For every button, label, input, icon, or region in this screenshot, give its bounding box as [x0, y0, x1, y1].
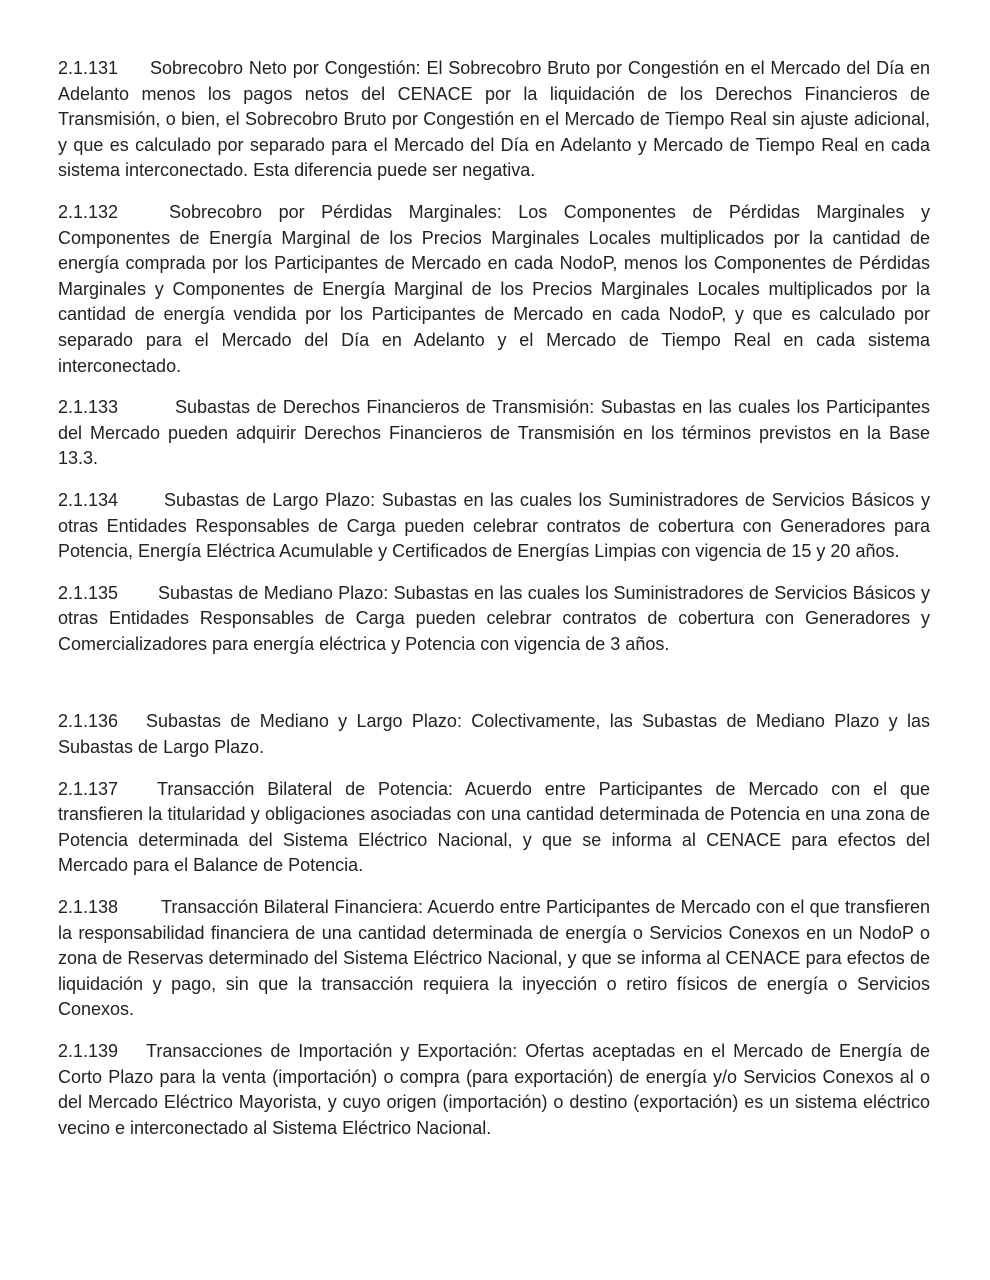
- definition-text: Subastas de Mediano y Largo Plazo: Colectivamente, las Subastas de Mediano Plazo y las Subastas de Largo Plazo.: [58, 711, 930, 758]
- definition-number: 2.1.135: [58, 582, 119, 603]
- definition-2-1-139: [58, 1039, 930, 1141]
- definition-text: Transacción Bilateral Financiera: Acuerdo entre Participantes de Mercado con el que transfieren la responsabilidad financiera de una cantidad determinada de energía o Servicios Conexos en un NodoP o zona de Reservas determinado del Sistema Eléctrico Nacional, y que se informa al CENACE para efectos de liquidación y pago, sin que la transacción requiera la inyección o retiro físicos de energía o Servicios Conexos.: [58, 897, 930, 1020]
- definition-number: 2.1.131: [58, 58, 119, 78]
- definition-text: Transacción Bilateral de Potencia: Acuerdo entre Participantes de Mercado con el que transfieren la titularidad y obligaciones asociadas con una cantidad determinada de Potencia en una zona de Potencia determinada del Sistema Eléctrico Nacional, y que se informa al CENACE para efectos del Mercado para el Balance de Potencia.: [58, 778, 930, 876]
- definition-number: 2.1.138: [58, 897, 119, 918]
- definition-2-1-134: [58, 488, 930, 565]
- definition-number: 2.1.136: [58, 711, 119, 732]
- definition-text: Subastas de Largo Plazo: Subastas en las cuales los Suministradores de Servicios Básicos y otras Entidades Responsables de Carga pueden celebrar contratos de cobertura con Generadores para Potencia, Energía Eléctrica Acumulable y Certificados de Energías Limpias con vigencia de 15 y 20 años.: [58, 489, 930, 562]
- definition-number: 2.1.132: [58, 201, 119, 222]
- definition-number: 2.1.134: [58, 489, 119, 510]
- definition-2-1-135: [58, 581, 930, 658]
- definition-text: Sobrecobro Neto por Congestión: El Sobrecobro Bruto por Congestión en el Mercado del Día en Adelanto menos los pagos netos del CENACE por la liquidación de los Derechos Financieros de Transmisión, o bien, el Sobrecobro Bruto por Congestión en el Mercado de Tiempo Real sin ajuste adicional, y que es calculado por separado para el Mercado del Día en Adelanto y Mercado de Tiempo Real en cada sistema interconectado. Esta diferencia puede ser negativa.: [58, 58, 930, 181]
- definition-2-1-132: [58, 200, 930, 379]
- document-page: [58, 56, 930, 1157]
- definition-2-1-133: [58, 395, 930, 472]
- definition-text: Sobrecobro por Pérdidas Marginales: Los Componentes de Pérdidas Marginales y Componentes de Energía Marginal de los Precios Marginales Locales multiplicados por la cantidad de energía comprada por los Participantes de Mercado en cada NodoP, menos los Componentes de Pérdidas Marginales y Componentes de Energía Marginal de los Precios Marginales Locales multiplicados por la cantidad de energía vendida por los Participantes de Mercado en cada NodoP, y que es calculado por separado para el Mercado del Día en Adelanto y el Mercado de Tiempo Real en cada sistema interconectado.: [58, 201, 930, 376]
- definition-text: Transacciones de Importación y Exportación: Ofertas aceptadas en el Mercado de Energía de Corto Plazo para la venta (importación) o compra (para exportación) de energía y/o Servicios Conexos al o del Mercado Eléctrico Mayorista, y cuyo origen (importación) o destino (exportación) es un sistema eléctrico vecino e interconectado al Sistema Eléctrico Nacional.: [58, 1041, 930, 1138]
- definition-number: 2.1.137: [58, 778, 119, 799]
- definition-2-1-131: [58, 56, 930, 184]
- definition-2-1-137: [58, 777, 930, 879]
- definition-2-1-136: [58, 709, 930, 760]
- definition-text: Subastas de Mediano Plazo: Subastas en las cuales los Suministradores de Servicios Básicos y otras Entidades Responsables de Carga pueden celebrar contratos de cobertura con Generadores y Comercializadores para energía eléctrica y Potencia con vigencia de 3 años.: [58, 582, 930, 654]
- definition-number: 2.1.133: [58, 397, 119, 418]
- definition-number: 2.1.139: [58, 1041, 119, 1061]
- definition-text: Subastas de Derechos Financieros de Transmisión: Subastas en las cuales los Participantes del Mercado pueden adquirir Derechos Financieros de Transmisión en los términos previstos en la Base 13.3.: [58, 397, 930, 469]
- definition-2-1-138: [58, 895, 930, 1023]
